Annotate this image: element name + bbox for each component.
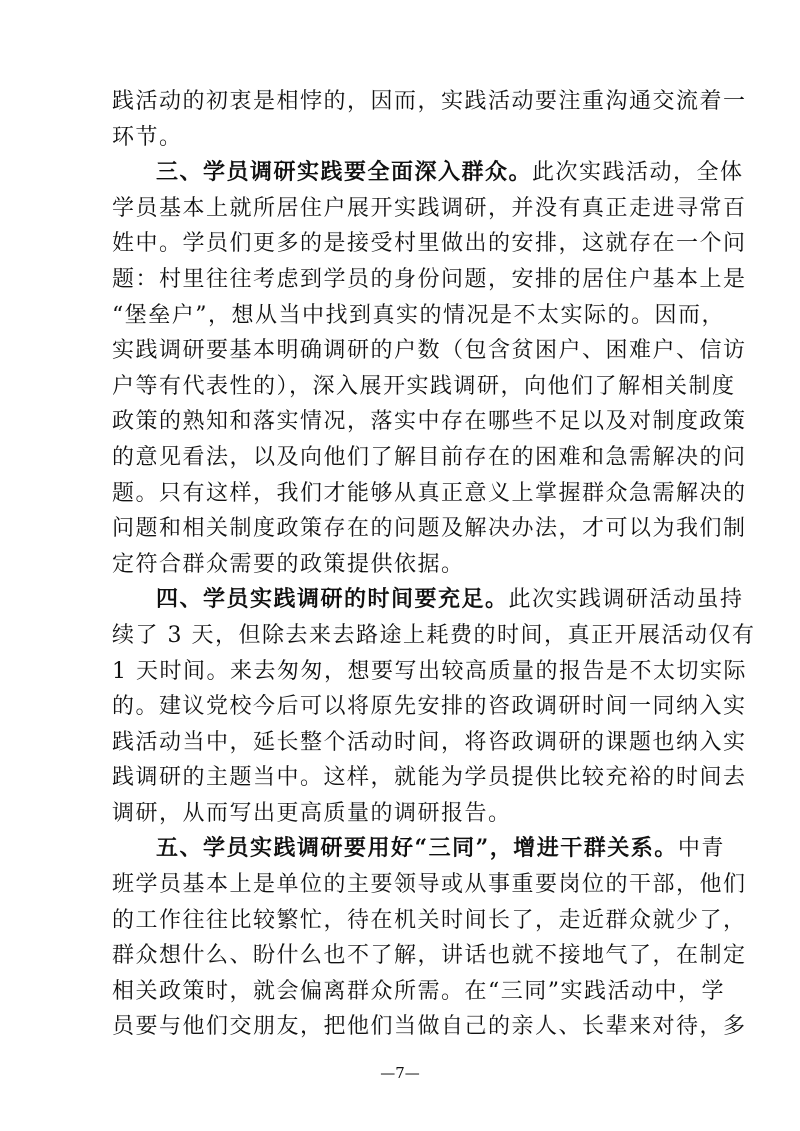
line-text: 群众想什么、盼什么也不了解，讲话也就不接地气了，在制定 [112, 943, 747, 969]
text-line [112, 440, 747, 476]
line-text: 户等有代表性的），深入展开实践调研，向他们了解相关制度 [112, 373, 736, 399]
line-text: 学员基本上就所居住户展开实践调研，并没有真正走进寻常百 [112, 195, 747, 221]
line-text: 践调研的主题当中。这样，就能为学员提供比较充裕的时间去 [112, 765, 747, 791]
section-heading: 四、学员实践调研的时间要充足。 [156, 586, 509, 613]
text-line [112, 582, 744, 618]
text-line [112, 262, 747, 298]
text-line [112, 155, 744, 191]
line-text: 实践调研要基本明确调研的户数（包含贫困户、困难户、信访 [112, 338, 747, 364]
text-line [112, 369, 736, 405]
line-text: 问题和相关制度政策存在的问题及解决办法，才可以为我们制 [112, 516, 747, 542]
text-line [112, 120, 702, 156]
line-text: 的工作往往比较繁忙，待在机关时间长了，走近群众就少了， [112, 907, 747, 933]
text-line [112, 689, 747, 725]
text-line [112, 511, 747, 547]
document-body [112, 84, 756, 1045]
line-text: 1 天时间。来去匆匆，想要写出较高质量的报告是不太切实际 [112, 658, 747, 684]
text-line [112, 476, 747, 512]
line-text: 题。只有这样，我们才能够从真正意义上掌握群众急需解决的 [112, 480, 747, 506]
line-text: “堡垒户”，想从当中找到真实的情况是不太实际的。因而， [112, 302, 725, 328]
line-text: 相关政策时，就会偏离群众所需。在“三同”实践活动中，学 [112, 978, 725, 1004]
text-line [112, 333, 747, 369]
line-text: 中青 [677, 836, 725, 862]
line-text: 题：村里往往考虑到学员的身份问题，安排的居住户基本上是 [112, 266, 747, 292]
text-line [112, 1009, 747, 1045]
text-line [112, 298, 725, 334]
section-heading: 三、学员调研实践要全面深入群众。 [156, 159, 533, 186]
line-text: 政策的熟知和落实情况，落实中存在哪些不足以及对制度政策 [112, 409, 747, 435]
line-text: 的意见看法，以及向他们了解目前存在的困难和急需解决的问 [112, 444, 747, 470]
text-line [112, 796, 702, 832]
page-number: —7— [380, 1064, 420, 1082]
text-line [112, 226, 747, 262]
text-line [112, 903, 747, 939]
text-line [112, 618, 756, 654]
text-line [112, 831, 725, 867]
line-text: 践活动当中，延长整个活动时间，将咨政调研的课题也纳入实 [112, 729, 747, 755]
line-text: 姓中。学员们更多的是接受村里做出的安排，这就存在一个问 [112, 231, 747, 257]
line-text: 续了 3 天，但除去来去路途上耗费的时间，真正开展活动仅有 [112, 622, 756, 648]
line-text: 此次实践活动，全体 [532, 160, 744, 186]
text-line [112, 404, 747, 440]
line-text: 定符合群众需要的政策提供依据。 [112, 551, 465, 577]
text-line [112, 547, 702, 583]
text-line [112, 84, 747, 120]
text-line [112, 191, 747, 227]
text-line [112, 760, 747, 796]
section-heading: 五、学员实践调研要用好“三同”，增进干群关系。 [156, 835, 678, 862]
line-text: 班学员基本上是单位的主要领导或从事重要岗位的干部，他们 [112, 872, 747, 898]
text-line [112, 867, 747, 903]
line-text: 此次实践调研活动虽持 [508, 587, 744, 613]
text-line [112, 725, 747, 761]
text-line [112, 938, 747, 974]
line-text: 环节。 [112, 124, 183, 150]
line-text: 员要与他们交朋友，把他们当做自己的亲人、长辈来对待，多 [112, 1014, 747, 1040]
text-line [112, 974, 725, 1010]
text-line [112, 654, 747, 690]
line-text: 调研，从而写出更高质量的调研报告。 [112, 800, 512, 826]
line-text: 践活动的初衷是相悖的，因而，实践活动要注重沟通交流着一 [112, 89, 747, 114]
line-text: 的。建议党校今后可以将原先安排的咨政调研时间一同纳入实 [112, 694, 747, 720]
